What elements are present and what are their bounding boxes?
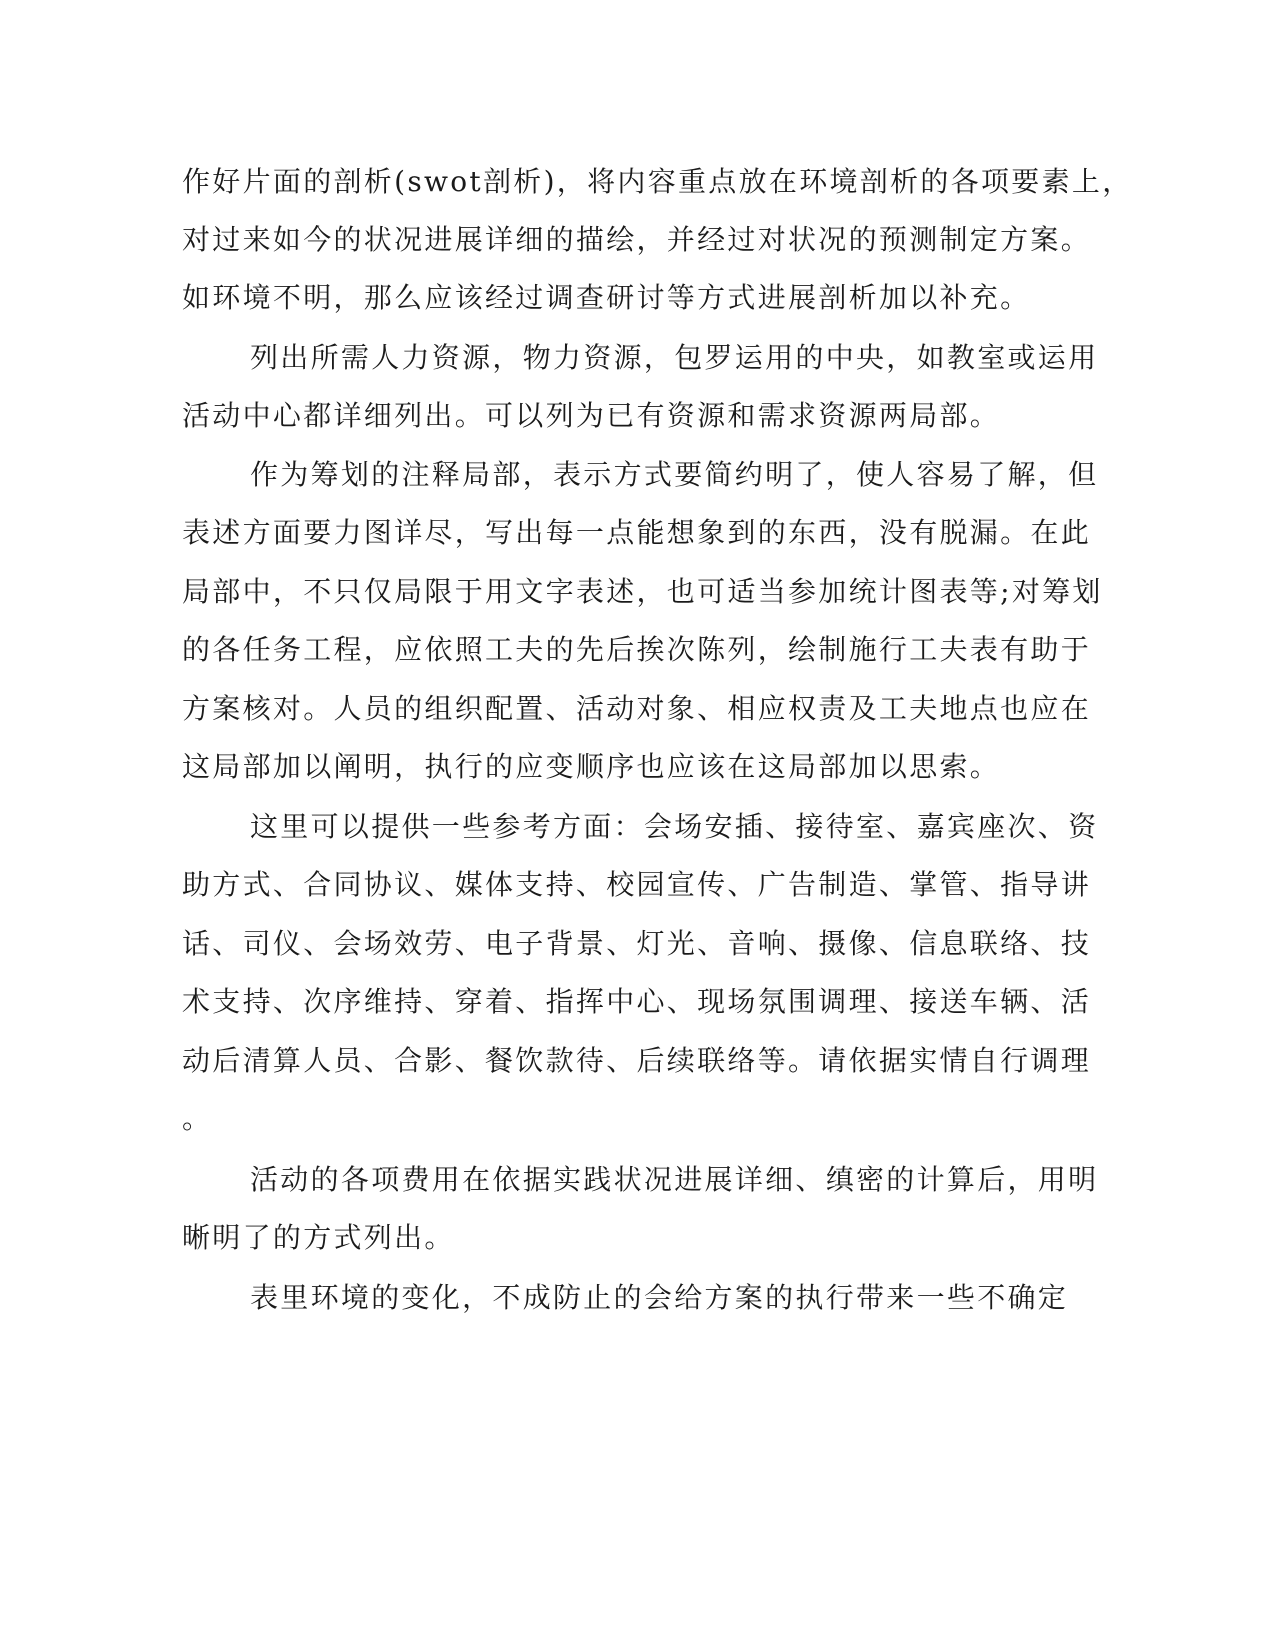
text-line: 话、司仪、会场效劳、电子背景、灯光、音响、摄像、信息联络、技 (182, 927, 1092, 960)
paragraph-first-line: 表里环境的变化，不成防止的会给方案的执行带来一些不确定 (250, 1281, 1069, 1314)
text-line: 助方式、合同协议、媒体支持、校园宣传、广告制造、掌管、指导讲 (182, 868, 1092, 901)
text-line: 。 (182, 1102, 213, 1135)
text-line: 动后清算人员、合影、餐饮款待、后续联络等。请依据实情自行调理 (182, 1044, 1092, 1077)
text-line: 活动中心都详细列出。可以列为已有资源和需求资源两局部。 (182, 399, 1001, 432)
paragraph-first-line: 活动的各项费用在依据实践状况进展详细、缜密的计算后，用明 (250, 1163, 1099, 1196)
text-line: 晰明了的方式列出。 (182, 1221, 455, 1254)
paragraph-first-line: 这里可以提供一些参考方面：会场安插、接待室、嘉宾座次、资 (250, 810, 1099, 843)
text-line: 局部中，不只仅局限于用文字表述，也可适当参加统计图表等;对筹划 (182, 575, 1103, 608)
text-line: 这局部加以阐明，执行的应变顺序也应该在这局部加以思索。 (182, 750, 1001, 783)
text-line: 对过来如今的状况进展详细的描绘，并经过对状况的预测制定方案。 (182, 223, 1092, 256)
paragraph-first-line: 列出所需人力资源，物力资源，包罗运用的中央，如教室或运用 (250, 341, 1099, 374)
text-line: 表述方面要力图详尽，写出每一点能想象到的东西，没有脱漏。在此 (182, 516, 1092, 549)
text-line: 作好片面的剖析(swot剖析)，将内容重点放在环境剖析的各项要素上， (182, 165, 1133, 198)
paragraph-first-line: 作为筹划的注释局部，表示方式要简约明了，使人容易了解，但 (250, 458, 1099, 491)
text-line: 方案核对。人员的组织配置、活动对象、相应权责及工夫地点也应在 (182, 692, 1092, 725)
text-line: 术支持、次序维持、穿着、指挥中心、现场氛围调理、接送车辆、活 (182, 985, 1092, 1018)
text-line: 如环境不明，那么应该经过调查研讨等方式进展剖析加以补充。 (182, 281, 1031, 314)
text-line: 的各任务工程，应依照工夫的先后挨次陈列，绘制施行工夫表有助于 (182, 633, 1092, 666)
